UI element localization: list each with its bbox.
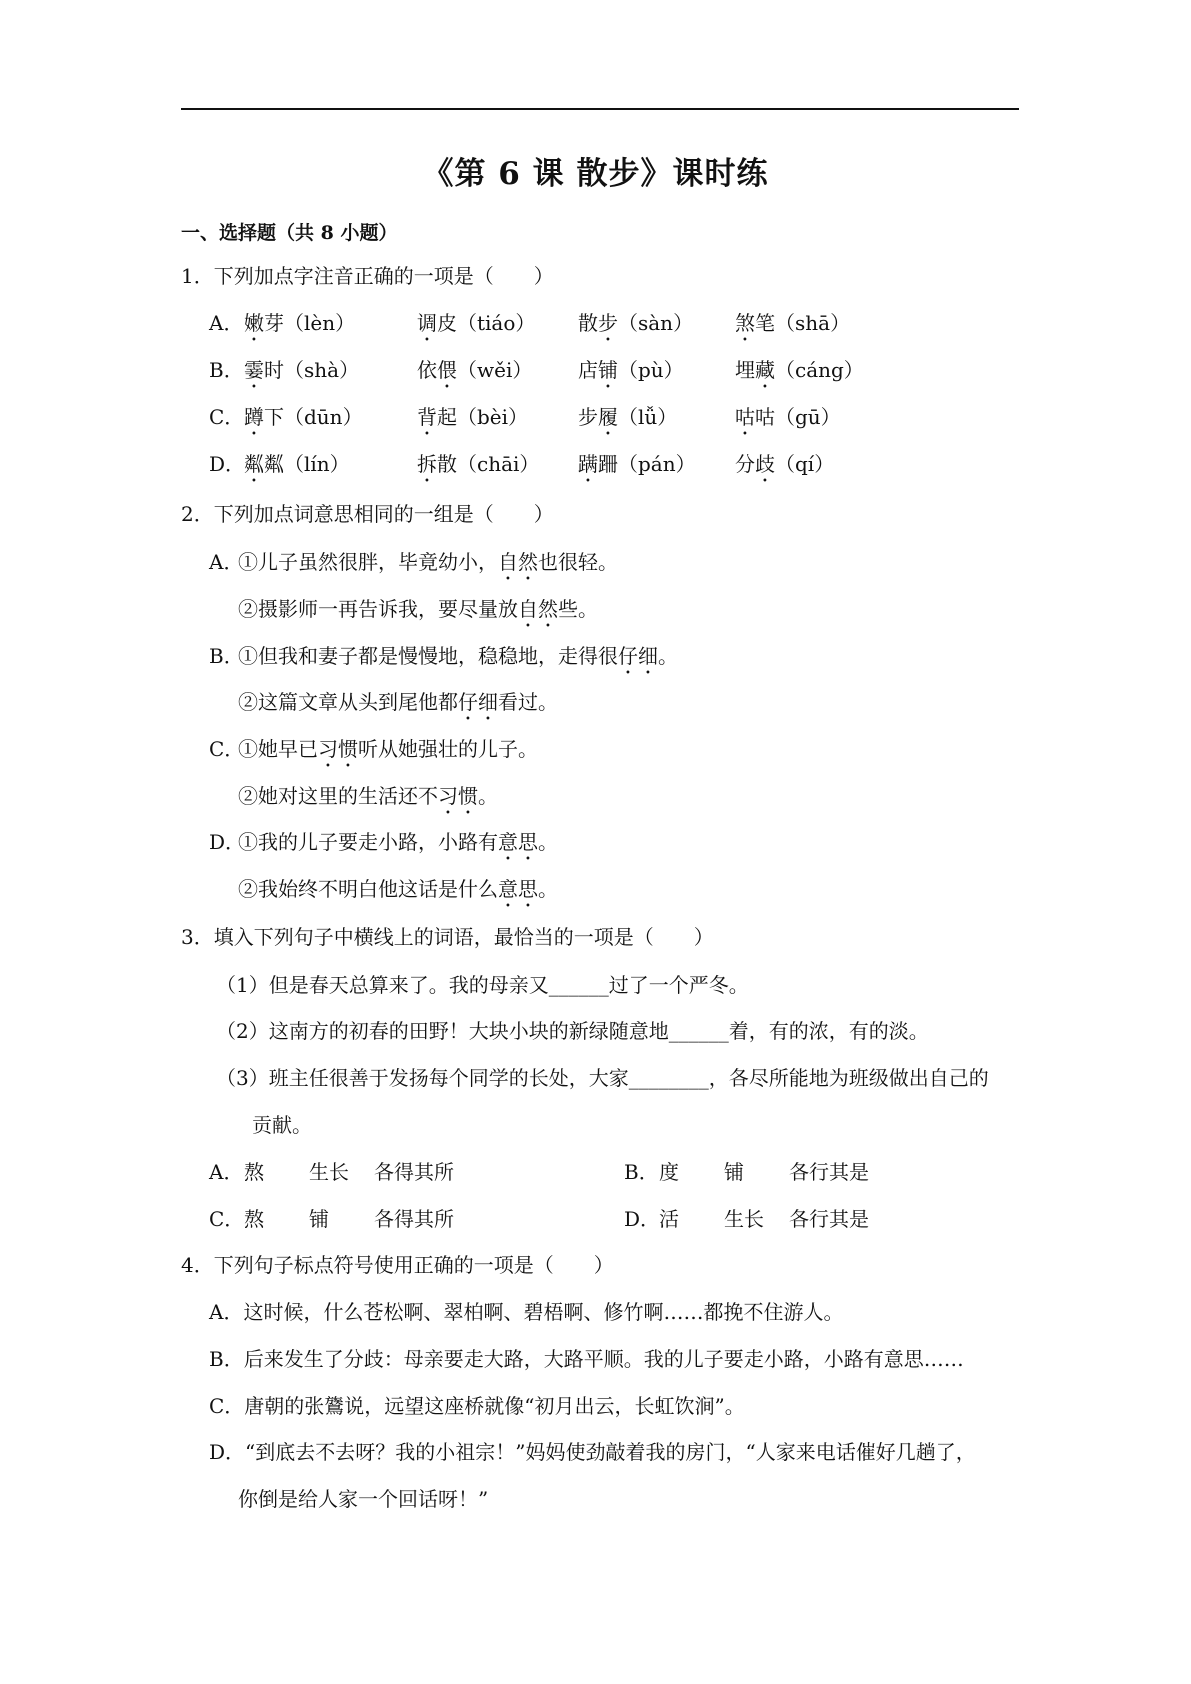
- q1-item: [578, 452, 696, 487]
- sentence-text: ①她早已: [238, 737, 318, 761]
- item-text: （lǚ）: [618, 405, 678, 429]
- sentence-text: 些。: [558, 597, 598, 621]
- dotted-char: 咕: [735, 405, 755, 429]
- q4-option-a: A．这时候，什么苍松啊、翠柏啊、碧梧啊、修竹啊……都挽不住游人。: [209, 1300, 844, 1324]
- q1-item: [735, 405, 841, 440]
- dotted-word: 意思: [498, 877, 538, 901]
- item-text: （cáng）: [775, 358, 864, 382]
- sentence-text: ①儿子虽然很胖，毕竟幼小，: [238, 550, 498, 574]
- dotted-char: 蹒: [578, 452, 598, 476]
- q2-option-label: C．: [209, 737, 245, 761]
- item-text: （pù）: [618, 358, 684, 382]
- item-text: 皮（tiáo）: [437, 311, 536, 335]
- q2-sentence: [238, 597, 598, 632]
- q1-item: [735, 452, 834, 487]
- dotted-char: 蹲: [244, 405, 264, 429]
- q1-item: [578, 311, 693, 346]
- dotted-word: 习惯: [438, 784, 478, 808]
- q2-sentence: [238, 877, 558, 912]
- dotted-char: 背: [417, 405, 437, 429]
- q3-option-word: 铺: [309, 1207, 329, 1231]
- q3-sentence-3-cont: 贡献。: [252, 1113, 312, 1137]
- dotted-word: 自然: [498, 550, 538, 574]
- q3-option-word: 各得其所: [374, 1160, 454, 1184]
- q1-option-label: B．: [209, 358, 244, 382]
- item-text: 散（chāi）: [437, 452, 540, 476]
- sentence-text: 。: [478, 784, 498, 808]
- q1-item: [417, 452, 539, 487]
- item-text: 依: [417, 358, 437, 382]
- q3-stem: 3．填入下列句子中横线上的词语，最恰当的一项是（ ）: [181, 925, 714, 949]
- item-text: 跚（pán）: [598, 452, 696, 476]
- q1-item: [735, 311, 850, 346]
- q2-sentence: [238, 550, 618, 585]
- dotted-char: 霎: [244, 358, 264, 382]
- q1-item: [244, 452, 350, 487]
- dotted-word: 意思: [498, 830, 538, 854]
- item-text: 笔（shā）: [755, 311, 851, 335]
- q4-option-d-cont: 你倒是给人家一个回话呀！”: [238, 1487, 489, 1511]
- sentence-text: 。: [658, 644, 678, 668]
- q4-option-b: B．后来发生了分歧：母亲要走大路，大路平顺。我的儿子要走小路，小路有意思……: [209, 1347, 964, 1371]
- sentence-text: 听从她强壮的儿子。: [358, 737, 538, 761]
- sentence-text: 。: [538, 830, 558, 854]
- item-text: 分: [735, 452, 755, 476]
- sentence-text: ②摄影师一再告诉我，要尽量放: [238, 597, 518, 621]
- item-text: 时（shà）: [264, 358, 360, 382]
- section-heading: 一、选择题（共 8 小题）: [181, 222, 398, 244]
- sentence-text: 也很轻。: [538, 550, 618, 574]
- q3-option-label: B．: [624, 1160, 659, 1184]
- sentence-text: 看过。: [498, 690, 558, 714]
- dotted-char: 歧: [755, 452, 775, 476]
- q4-option-c: C．唐朝的张鷟说，远望这座桥就像“初月出云，长虹饮涧”。: [209, 1394, 745, 1418]
- q3-sentence-2: （2）这南方的初春的田野！大块小块的新绿随意地______着，有的浓，有的淡。: [216, 1019, 929, 1043]
- q4-stem: 4．下列句子标点符号使用正确的一项是（ ）: [181, 1253, 614, 1277]
- q1-option-label: A．: [209, 311, 244, 335]
- sentence-text: ①但我和妻子都是慢慢地，稳稳地，走得很: [238, 644, 618, 668]
- q1-item: [578, 358, 684, 393]
- item-text: 粼（lín）: [264, 452, 350, 476]
- q3-option-label: C．: [209, 1207, 245, 1231]
- dotted-char: 偎: [437, 358, 457, 382]
- dotted-word: 仔细: [618, 644, 658, 668]
- q3-option-word: 熬: [244, 1160, 264, 1184]
- item-text: （wěi）: [457, 358, 533, 382]
- q1-option-label: D．: [209, 452, 246, 476]
- q3-option-word: 各行其是: [789, 1207, 869, 1231]
- q2-sentence: [238, 830, 558, 865]
- q1-item: [244, 358, 359, 393]
- q2-option-label: A．: [209, 550, 244, 574]
- dotted-char: 调: [417, 311, 437, 335]
- q3-option-word: 生长: [309, 1160, 349, 1184]
- dotted-char: 铺: [598, 358, 618, 382]
- sentence-text: ①我的儿子要走小路，小路有: [238, 830, 498, 854]
- q1-item: [735, 358, 864, 393]
- q3-option-word: 各得其所: [374, 1207, 454, 1231]
- dotted-char: 嫩: [244, 311, 264, 335]
- dotted-char: 煞: [735, 311, 755, 335]
- item-text: 芽（lèn）: [264, 311, 356, 335]
- q1-option-label: C．: [209, 405, 245, 429]
- dotted-word: 习惯: [318, 737, 358, 761]
- item-text: 店: [578, 358, 598, 382]
- q3-sentence-3: （3）班主任很善于发扬每个同学的长处，大家________，各尽所能地为班级做出自己的: [216, 1066, 989, 1090]
- q2-sentence: [238, 784, 498, 819]
- q1-item: [417, 311, 535, 346]
- dotted-char: 履: [598, 405, 618, 429]
- q3-option-word: 生长: [724, 1207, 764, 1231]
- item-text: 起（bèi）: [437, 405, 529, 429]
- q2-sentence: [238, 644, 678, 679]
- q2-sentence: [238, 737, 538, 772]
- q1-item: [417, 405, 528, 440]
- item-text: 步: [578, 405, 598, 429]
- item-text: 下（dūn）: [264, 405, 363, 429]
- header-rule: [181, 108, 1019, 110]
- q1-item: [244, 405, 363, 440]
- sentence-text: 。: [538, 877, 558, 901]
- dotted-char: 藏: [755, 358, 775, 382]
- q3-option-label: D．: [624, 1207, 661, 1231]
- dotted-char: 步: [598, 311, 618, 335]
- q3-option-word: 铺: [724, 1160, 744, 1184]
- item-text: 散: [578, 311, 598, 335]
- dotted-word: 自然: [518, 597, 558, 621]
- q3-option-word: 度: [659, 1160, 679, 1184]
- item-text: （qí）: [775, 452, 835, 476]
- q1-item: [417, 358, 532, 393]
- dotted-char: 粼: [244, 452, 264, 476]
- item-text: 埋: [735, 358, 755, 382]
- q2-sentence: [238, 690, 558, 725]
- q3-option-word: 各行其是: [789, 1160, 869, 1184]
- q3-option-word: 活: [659, 1207, 679, 1231]
- q2-option-label: B．: [209, 644, 244, 668]
- sentence-text: ②这篇文章从头到尾他都: [238, 690, 458, 714]
- item-text: （sàn）: [618, 311, 694, 335]
- sentence-text: ②她对这里的生活还不: [238, 784, 438, 808]
- sentence-text: ②我始终不明白他这话是什么: [238, 877, 498, 901]
- q1-stem: 1．下列加点字注音正确的一项是（ ）: [181, 264, 554, 288]
- q3-option-word: 熬: [244, 1207, 264, 1231]
- dotted-word: 仔细: [458, 690, 498, 714]
- q3-sentence-1: （1）但是春天总算来了。我的母亲又______过了一个严冬。: [216, 973, 749, 997]
- q4-option-d: D．“到底去不去呀？我的小祖宗！”妈妈使劲敲着我的房门，“人家来电话催好几趟了，: [209, 1440, 976, 1464]
- dotted-char: 拆: [417, 452, 437, 476]
- q1-item: [244, 311, 355, 346]
- q2-option-label: D．: [209, 830, 246, 854]
- q1-item: [578, 405, 677, 440]
- q2-stem: 2．下列加点词意思相同的一组是（ ）: [181, 502, 554, 526]
- page-title: 《第 6 课 散步》课时练: [422, 156, 769, 192]
- q3-option-label: A．: [209, 1160, 244, 1184]
- item-text: 咕（gū）: [755, 405, 841, 429]
